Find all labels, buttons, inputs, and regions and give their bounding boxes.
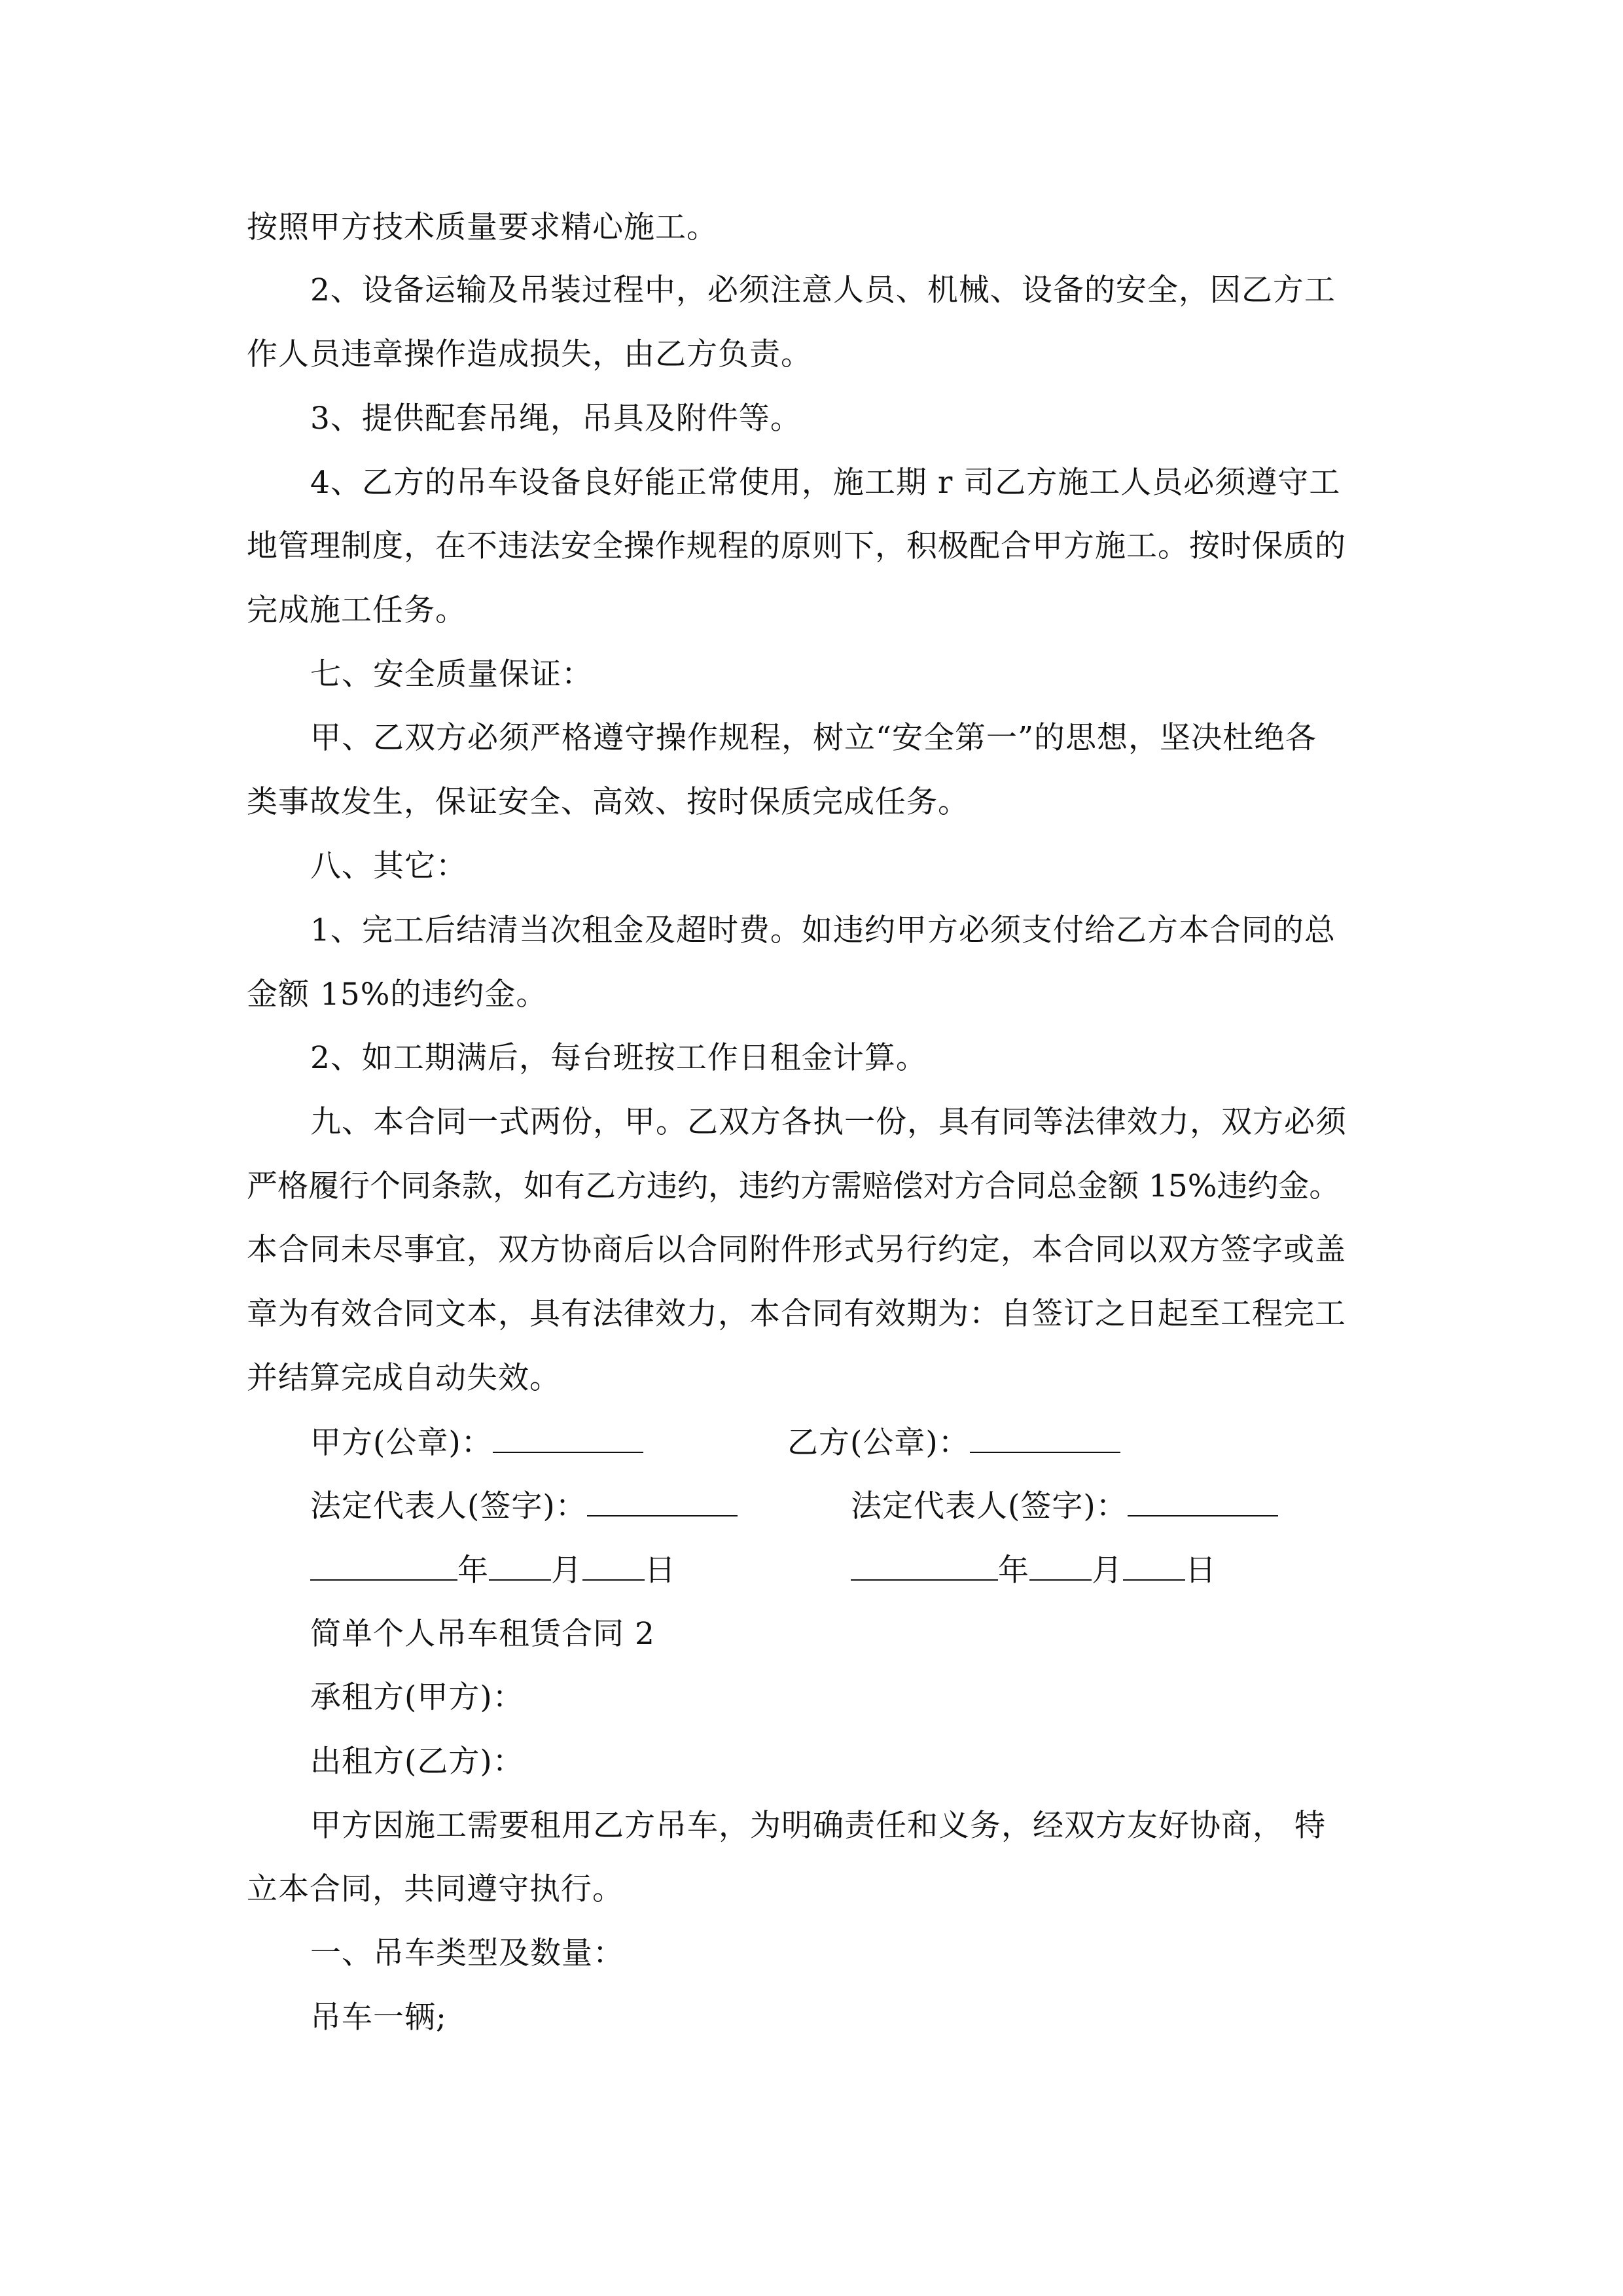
- party-b-seal-label: 乙方(公章)：: [787, 1425, 970, 1461]
- rep-a-signature-field: [310, 1486, 738, 1526]
- paragraph-line: 章为有效合同文本，具有法律效力，本合同有效期为：自签订之日起至工程完工: [247, 1296, 1346, 1332]
- paragraph-line: 3、提供配套吊绳，吊具及附件等。: [310, 401, 802, 437]
- year-label: 年: [457, 1552, 489, 1588]
- party-b-seal-field: [787, 1423, 1120, 1463]
- paragraph-line: 类事故发生，保证安全、高效、按时保质完成任务。: [247, 784, 969, 820]
- year-blank: [310, 1551, 457, 1581]
- paragraph-line: 按照甲方技术质量要求精心施工。: [247, 209, 718, 245]
- date-a-field: [310, 1551, 676, 1590]
- paragraph-line: 完成施工任务。: [247, 592, 467, 628]
- party-a-seal-field: [310, 1423, 643, 1463]
- paragraph-line: 并结算完成自动失效。: [247, 1360, 561, 1396]
- paragraph-line: 九、本合同一式两份，甲。乙双方各执一份，具有同等法律效力，双方必须: [310, 1104, 1347, 1140]
- paragraph-line: 2、设备运输及吊装过程中，必须注意人员、机械、设备的安全，因乙方工: [310, 272, 1336, 308]
- paragraph-line: 本合同未尽事宜，双方协商后以合同附件形式另行约定，本合同以双方签字或盖: [247, 1232, 1346, 1268]
- party-b-seal-blank: [970, 1423, 1120, 1453]
- month-label: 月: [1092, 1552, 1123, 1588]
- day-blank: [582, 1551, 645, 1581]
- paragraph-line: 严格履行个同条款，如有乙方违约，违约方需赔偿对方合同总金额 15%违约金。: [247, 1168, 1340, 1204]
- rep-b-label: 法定代表人(签字)：: [851, 1488, 1128, 1524]
- party-a-seal-label: 甲方(公章)：: [310, 1425, 493, 1461]
- section-heading: 七、安全质量保证：: [310, 656, 593, 692]
- paragraph-line: 甲方因施工需要租用乙方吊车，为明确责任和义务，经双方友好协商， 特: [310, 1808, 1326, 1844]
- lessee-label: 承租方(甲方)：: [310, 1679, 524, 1715]
- month-blank: [1029, 1551, 1092, 1581]
- paragraph-line: 1、完工后结清当次租金及超时费。如违约甲方必须支付给乙方本合同的总: [310, 912, 1336, 948]
- lessor-label: 出租方(乙方)：: [310, 1744, 524, 1780]
- rep-b-signature-field: [851, 1486, 1278, 1526]
- section-heading: 八、其它：: [310, 848, 467, 884]
- month-label: 月: [551, 1552, 582, 1588]
- day-label: 日: [645, 1552, 676, 1588]
- paragraph-line: 吊车一辆;: [310, 2000, 447, 2036]
- year-label: 年: [998, 1552, 1029, 1588]
- contract2-title: 简单个人吊车租赁合同 2: [310, 1616, 655, 1652]
- rep-b-blank: [1128, 1486, 1278, 1516]
- paragraph-line: 甲、乙双方必须严格遵守操作规程，树立“安全第一”的思想，坚决杜绝各: [310, 720, 1317, 756]
- party-a-seal-blank: [493, 1423, 643, 1453]
- rep-a-label: 法定代表人(签字)：: [310, 1488, 587, 1524]
- paragraph-line: 金额 15%的违约金。: [247, 977, 548, 1013]
- month-blank: [489, 1551, 551, 1581]
- year-blank: [851, 1551, 998, 1581]
- rep-a-blank: [587, 1486, 738, 1516]
- paragraph-line: 4、乙方的吊车设备良好能正常使用，施工期 r 司乙方施工人员必须遵守工: [310, 465, 1341, 501]
- date-b-field: [851, 1551, 1217, 1590]
- day-blank: [1123, 1551, 1185, 1581]
- section-heading: 一、吊车类型及数量：: [310, 1935, 624, 1971]
- paragraph-line: 立本合同，共同遵守执行。: [247, 1871, 624, 1907]
- day-label: 日: [1185, 1552, 1217, 1588]
- paragraph-line: 2、如工期满后，每台班按工作日租金计算。: [310, 1040, 927, 1076]
- paragraph-line: 作人员违章操作造成损失，由乙方负责。: [247, 336, 812, 372]
- paragraph-line: 地管理制度，在不违法安全操作规程的原则下，积极配合甲方施工。按时保质的: [247, 528, 1346, 564]
